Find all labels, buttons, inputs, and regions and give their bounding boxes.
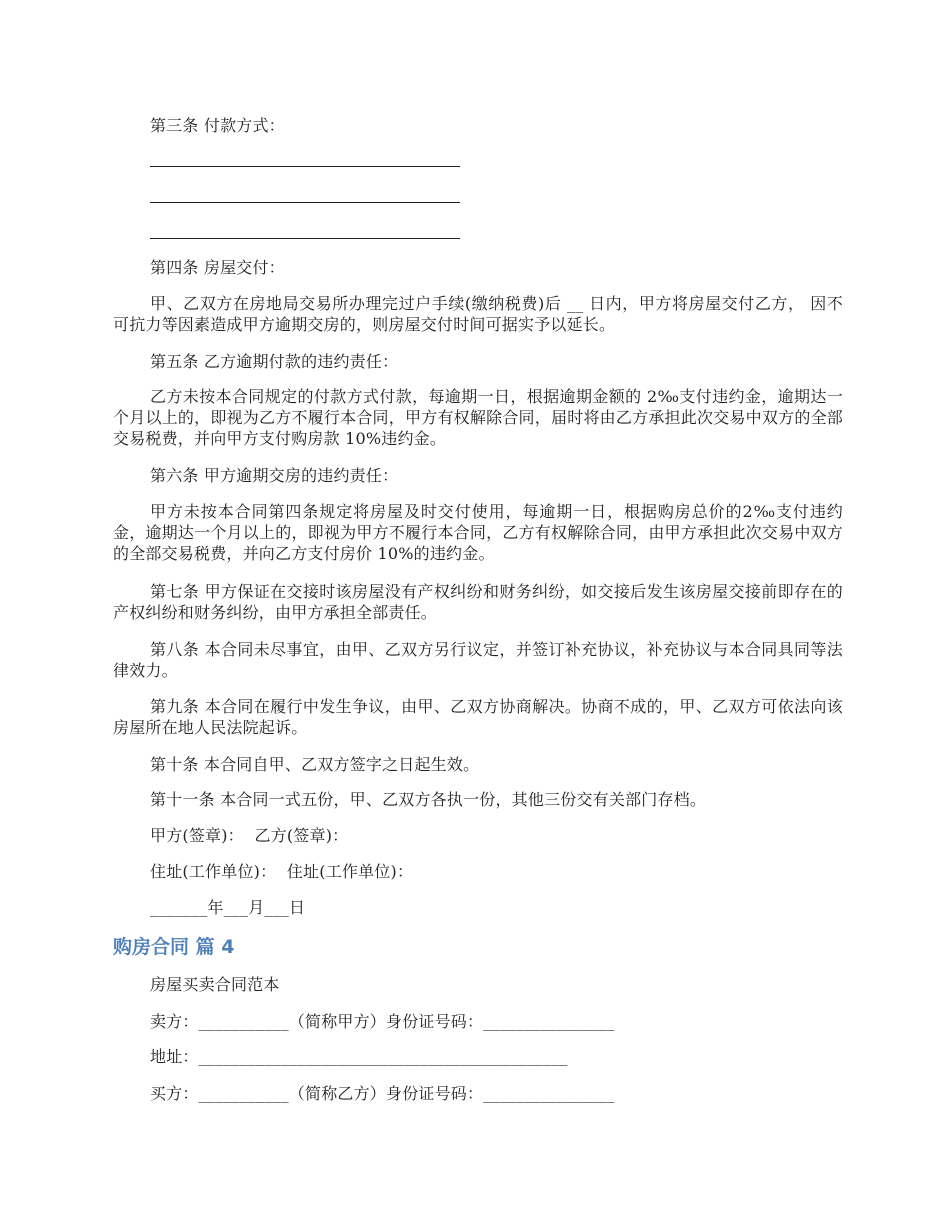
blank-line-2 xyxy=(150,202,460,203)
article-6-title: 第六条 甲方逾期交房的违约责任： xyxy=(150,466,399,485)
article-4-body: 甲、乙双方在房地局交易所办理完过户手续(缴纳税费)后 __ 日内，甲方将房屋交付乙方， 因不可抗力等因素造成甲方逾期交房的，则房屋交付时间可据实予以延长。 xyxy=(113,294,843,334)
blank-line-3 xyxy=(150,238,460,239)
signature-date: _______年___月___日 xyxy=(150,898,306,917)
article-11: 第十一条 本合同一式五份，甲、乙双方各执一份，其他三份交有关部门存档。 xyxy=(150,790,707,809)
article-8: 第八条 本合同未尽事宜，由甲、乙双方另行议定，并签订补充协议，补充协议与本合同具同等法律效力。 xyxy=(113,640,843,680)
article-6-body: 甲方未按本合同第四条规定将房屋及时交付使用，每逾期一日，根据购房总价的2‰支付违约金，逾期达一个月以上的，即视为甲方不履行本合同，乙方有权解除合同，由甲方承担此次交易中双方的全部交易税费，并向乙方支付房价 10%的违约金。 xyxy=(113,502,843,563)
seller-address-line: 地址：_____________________________________________ xyxy=(150,1047,568,1066)
section-heading: 购房合同 篇 4 xyxy=(113,936,235,958)
buyer-line: 买方：___________（简称乙方）身份证号码：________________ xyxy=(150,1084,615,1103)
article-3-title: 第三条 付款方式： xyxy=(150,116,285,135)
article-10: 第十条 本合同自甲、乙双方签字之日起生效。 xyxy=(150,755,480,774)
signature-address: 住址(工作单位)： 住址(工作单位)： xyxy=(150,862,414,881)
article-5-title: 第五条 乙方逾期付款的违约责任： xyxy=(150,352,399,371)
article-4-title: 第四条 房屋交付： xyxy=(150,258,285,277)
article-5-body: 乙方未按本合同规定的付款方式付款，每逾期一日，根据逾期金额的 2‰支付违约金，逾期达一个月以上的，即视为乙方不履行本合同，甲方有权解除合同，届时将由乙方承担此次交易中双方的全部交易税费，并向甲方支付购房款 10%违约金。 xyxy=(113,387,843,448)
contract-subtitle: 房屋买卖合同范本 xyxy=(150,975,280,994)
signature-parties: 甲方(签章)： 乙方(签章)： xyxy=(150,826,349,845)
article-7: 第七条 甲方保证在交接时该房屋没有产权纠纷和财务纠纷，如交接后发生该房屋交接前即存在的产权纠纷和财务纠纷，由甲方承担全部责任。 xyxy=(113,582,843,622)
article-9: 第九条 本合同在履行中发生争议，由甲、乙双方协商解决。协商不成的，甲、乙双方可依法向该房屋所在地人民法院起诉。 xyxy=(113,697,843,737)
seller-line: 卖方：___________（简称甲方）身份证号码：________________ xyxy=(150,1012,615,1031)
blank-line-1 xyxy=(150,166,460,167)
